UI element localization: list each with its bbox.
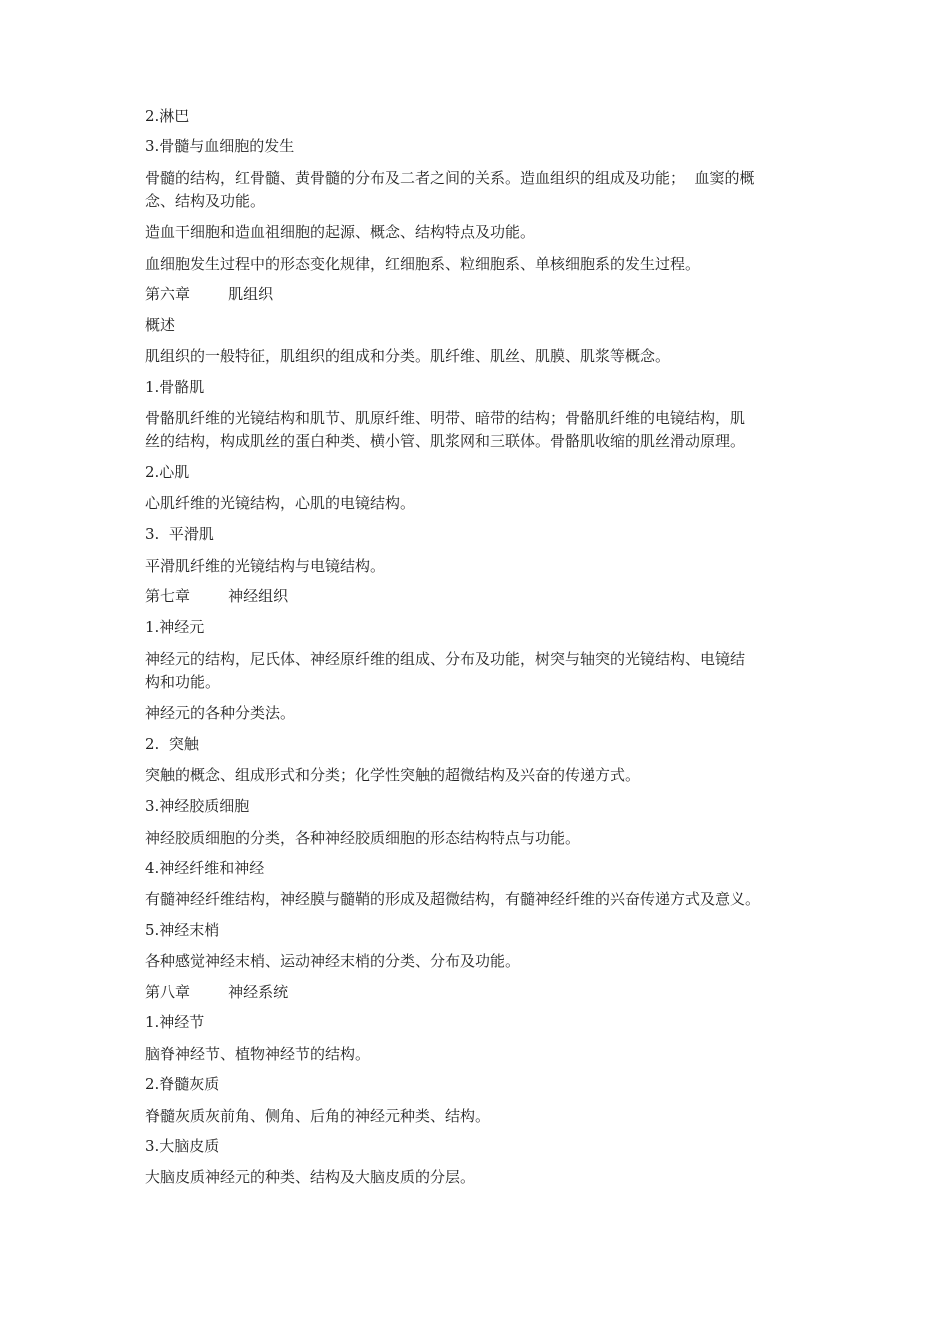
heading-ganglion: 1.神经节 (145, 1013, 205, 1031)
paragraph-cerebral-cortex: 大脑皮质神经元的种类、结构及大脑皮质的分层。 (145, 1168, 476, 1186)
chapter-seven-title: 第七章 神经组织 (145, 587, 289, 605)
paragraph-bone-marrow-structure (145, 167, 825, 213)
paragraph-neuron-classification: 神经元的各种分类法。 (145, 704, 296, 722)
heading-cardiac-muscle: 2.心肌 (145, 463, 190, 481)
paragraph-cardiac-muscle: 心肌纤维的光镜结构，心肌的电镜结构。 (145, 494, 416, 512)
paragraph-line: 构和功能。 (145, 673, 221, 691)
paragraph-skeletal-muscle (145, 407, 825, 453)
heading-nerve-endings: 5.神经末梢 (145, 921, 220, 939)
heading-lymph: 2.淋巴 (145, 107, 190, 125)
paragraph-stem-cells: 造血干细胞和造血祖细胞的起源、概念、结构特点及功能。 (145, 223, 536, 241)
heading-smooth-muscle: 3. 平滑肌 (145, 525, 214, 543)
paragraph-glial-cells: 神经胶质细胞的分类，各种神经胶质细胞的形态结构特点与功能。 (145, 829, 581, 847)
heading-spinal-gray-matter: 2.脊髓灰质 (145, 1075, 220, 1093)
chapter-six-title: 第六章 肌组织 (145, 285, 274, 303)
paragraph-nerve-endings: 各种感觉神经末梢、运动神经末梢的分类、分布及功能。 (145, 952, 521, 970)
chapter-eight-title: 第八章 神经系统 (145, 983, 289, 1001)
paragraph-blood-cell-development: 血细胞发生过程中的形态变化规律，红细胞系、粒细胞系、单核细胞系的发生过程。 (145, 255, 701, 273)
heading-neuron: 1.神经元 (145, 618, 205, 636)
heading-skeletal-muscle: 1.骨骼肌 (145, 378, 205, 396)
heading-overview: 概述 (145, 316, 176, 334)
paragraph-synapse: 突触的概念、组成形式和分类；化学性突触的超微结构及兴奋的传递方式。 (145, 766, 641, 784)
heading-cerebral-cortex: 3.大脑皮质 (145, 1137, 220, 1155)
paragraph-line: 骨髓的结构，红骨髓、黄骨髓的分布及二者之间的关系。造血组织的组成及功能； 血窦的概 (145, 169, 755, 187)
paragraph-line: 念、结构及功能。 (145, 192, 266, 210)
heading-synapse: 2. 突触 (145, 735, 199, 753)
heading-glial-cells: 3.神经胶质细胞 (145, 797, 250, 815)
heading-nerve-fibers: 4.神经纤维和神经 (145, 859, 265, 877)
paragraph-line: 神经元的结构，尼氏体、神经原纤维的组成、分布及功能，树突与轴突的光镜结构、电镜结 (145, 650, 746, 668)
paragraph-neuron-structure (145, 648, 825, 694)
heading-bone-marrow: 3.骨髓与血细胞的发生 (145, 137, 295, 155)
paragraph-ganglion: 脑脊神经节、植物神经节的结构。 (145, 1045, 371, 1063)
paragraph-muscle-overview: 肌组织的一般特征，肌组织的组成和分类。肌纤维、肌丝、肌膜、肌浆等概念。 (145, 347, 671, 365)
paragraph-line: 丝的结构，构成肌丝的蛋白种类、横小管、肌浆网和三联体。骨骼肌收缩的肌丝滑动原理。 (145, 432, 746, 450)
paragraph-smooth-muscle: 平滑肌纤维的光镜结构与电镜结构。 (145, 557, 386, 575)
paragraph-nerve-fibers: 有髓神经纤维结构，神经膜与髓鞘的形成及超微结构，有髓神经纤维的兴奋传递方式及意义。 (145, 890, 761, 908)
paragraph-line: 骨骼肌纤维的光镜结构和肌节、肌原纤维、明带、暗带的结构；骨骼肌纤维的电镜结构，肌 (145, 409, 746, 427)
paragraph-spinal-gray-matter: 脊髓灰质灰前角、侧角、后角的神经元种类、结构。 (145, 1107, 491, 1125)
